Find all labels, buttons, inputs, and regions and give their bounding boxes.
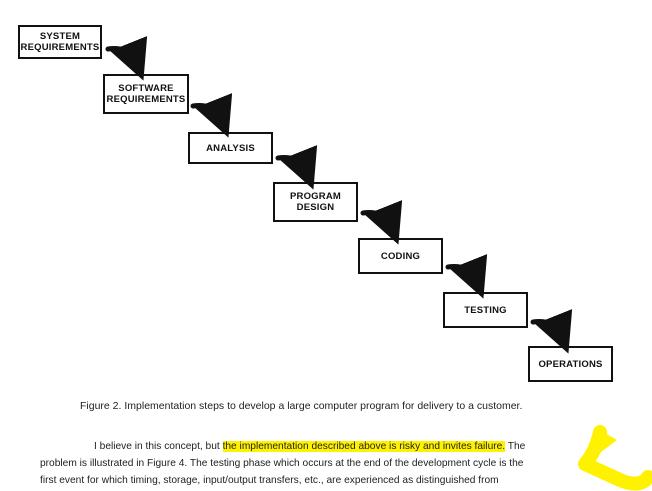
step-operations xyxy=(528,346,613,382)
flow-arrow-4 xyxy=(363,213,391,226)
step-software-requirements-label: SOFTWARE REQUIREMENTS xyxy=(106,83,186,105)
highlighted-text: the implementation described above is risky and invites failure. xyxy=(222,441,506,452)
flow-arrow-6 xyxy=(533,322,561,335)
step-system-requirements xyxy=(18,25,102,59)
step-coding-label: CODING xyxy=(380,250,421,262)
step-system-requirements-label: SYSTEM REQUIREMENTS xyxy=(20,31,100,53)
step-testing xyxy=(443,292,528,328)
flow-arrow-5 xyxy=(448,267,476,280)
flow-arrow-3 xyxy=(278,158,306,171)
step-analysis-label: ANALYSIS xyxy=(206,142,255,154)
step-software-requirements xyxy=(103,74,189,114)
step-program-design-label: PROGRAM DESIGN xyxy=(289,191,341,213)
paragraph-line-3: first event for which timing, storage, input/output transfers, etc., are experienced as distinguished from xyxy=(40,475,499,486)
step-testing-label: TESTING xyxy=(464,304,507,316)
paragraph-line-1-after: The xyxy=(505,441,526,452)
step-analysis xyxy=(188,132,273,164)
flow-arrow-1 xyxy=(108,49,136,62)
figure-caption: Figure 2. Implementation steps to develop a large computer program for delivery to a customer. xyxy=(80,400,523,412)
paragraph-line-1 xyxy=(94,441,634,452)
paragraph-line-2: problem is illustrated in Figure 4. The testing phase which occurs at the end of the development cycle is the xyxy=(40,458,524,469)
paragraph-line-1-before: I believe in this concept, but xyxy=(94,441,223,452)
step-coding xyxy=(358,238,443,274)
flow-arrow-2 xyxy=(193,106,221,119)
step-program-design xyxy=(273,182,358,222)
step-operations-label: OPERATIONS xyxy=(538,358,603,370)
